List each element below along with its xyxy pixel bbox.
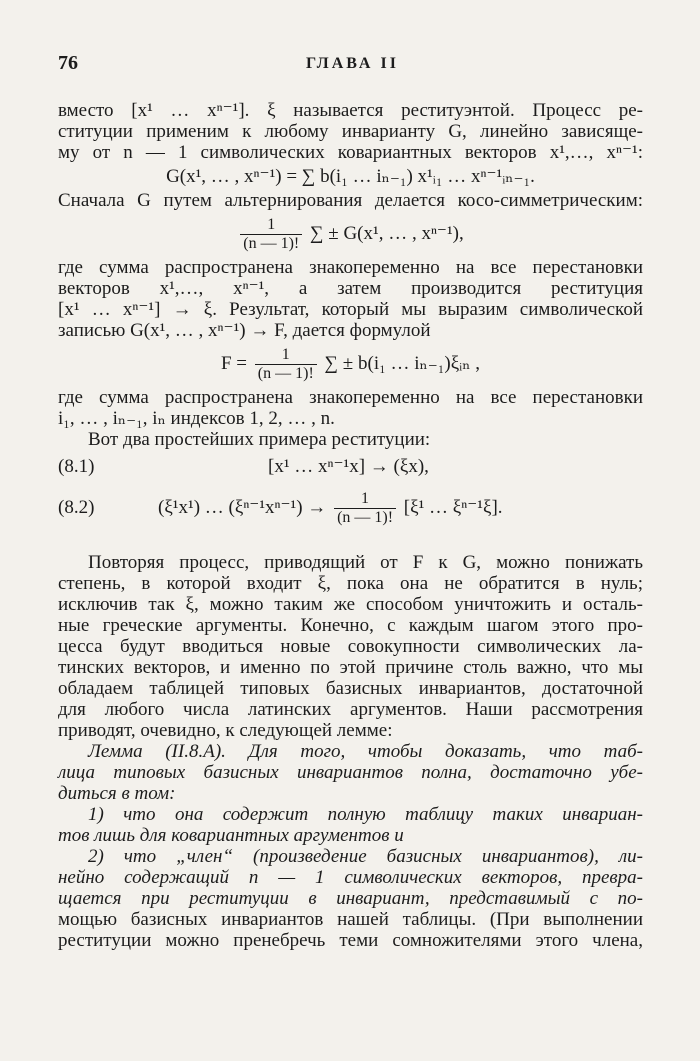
spacer (58, 528, 643, 552)
formula-3-lhs: F = (220, 353, 248, 374)
text-line: Сначала G путем альтернирования делается косо-симметрическим: (58, 190, 643, 211)
text-line: Вот два простейших примера реституции: (88, 429, 431, 450)
text-line: тинских векторов, и именно по этой причине столь важно, что мы (58, 657, 643, 678)
text-line: i₁, … , iₙ₋₁, iₙ индексов 1, 2, … , n. (58, 408, 335, 429)
fraction (255, 346, 317, 383)
lemma-line: диться в том: (58, 783, 176, 804)
text-line: исключив так ξ, можно таким же способом уничтожить и осталь- (58, 594, 643, 615)
fraction (334, 490, 396, 527)
fraction-numerator: 1 (334, 490, 396, 509)
page-number: 76 (58, 52, 78, 74)
text-line: векторов x¹,…, xⁿ⁻¹, а затем производится реституция (58, 278, 643, 299)
fraction-numerator: 1 (255, 346, 317, 365)
lemma-line: тов лишь для ковариантных аргументов и (58, 825, 404, 846)
text-line: му от n — 1 символических ковариантных векторов x¹,…, xⁿ⁻¹: (58, 142, 643, 163)
text-line: [x¹ … xⁿ⁻¹] → ξ. Результат, который мы выразим символической (58, 299, 643, 320)
fraction-numerator: 1 (240, 216, 302, 235)
text-line: степень, в которой входит ξ, пока она не обратится в нуль; (58, 573, 643, 594)
lemma-line: Лемма (II.8.A). Для того, чтобы доказать, что таб- (88, 741, 643, 762)
lemma-line: реституции можно пренебречь теми сомножителями этого члена, (58, 930, 643, 951)
text-line: где сумма распространена знакопеременно на все перестановки (58, 387, 643, 408)
text-line: цесса будут вводиться новые совокупности символических ла- (58, 636, 643, 657)
text-line: записью G(x¹, … , xⁿ⁻¹) → F, дается формулой (58, 320, 431, 341)
formula-2 (58, 214, 643, 254)
equation-rest: [ξ¹ … ξⁿ⁻¹ξ]. (403, 497, 503, 518)
page-header (58, 52, 642, 76)
equation-body: [x¹ … xⁿ⁻¹x] → (ξx), (268, 456, 429, 477)
equation-body (158, 488, 503, 528)
fraction (240, 216, 302, 253)
fraction-denominator: (n — 1)! (337, 509, 394, 527)
lemma-line: мощью базисных инвариантов нашей таблицы. (При выполнении (58, 909, 643, 930)
text-line: где сумма распространена знакопеременно на все перестановки (58, 257, 643, 278)
text-line: приводят, очевидно, к следующей лемме: (58, 720, 393, 741)
equation-number: (8.2) (58, 497, 95, 518)
text-line: вместо [x¹ … xⁿ⁻¹]. ξ называется реституэнтой. Процесс ре- (58, 100, 643, 121)
equation-lhs: (ξ¹x¹) … (ξⁿ⁻¹xⁿ⁻¹) → (158, 497, 327, 518)
lemma-line: щается при реституции в инвариант, представимый с по- (58, 888, 643, 909)
lemma-line: 1) что она содержит полную таблицу таких инвариан- (88, 804, 643, 825)
text-line: для любого числа латинских аргументов. Наши рассмотрения (58, 699, 643, 720)
formula-3-rest: ∑ ± b(i₁ … iₙ₋₁)ξᵢₙ , (324, 353, 480, 374)
text-line: ные греческие аргументы. Конечно, с каждым шагом этого про- (58, 615, 643, 636)
equation-8-1 (58, 456, 643, 482)
text-line: Повторяя процесс, приводящий от F к G, можно понижать (88, 552, 643, 573)
formula-2-rest: ∑ ± G(x¹, … , xⁿ⁻¹), (309, 223, 464, 244)
formula-3 (58, 344, 643, 384)
equation-8-2 (58, 488, 643, 528)
text-line: ституции применим к любому инварианту G, линейно зависяще- (58, 121, 643, 142)
fraction-denominator: (n — 1)! (257, 365, 314, 383)
equation-number: (8.1) (58, 456, 95, 477)
lemma-line: лица типовых базисных инвариантов полна, достаточно убе- (58, 762, 643, 783)
running-head: ГЛАВА II (306, 55, 399, 72)
page-body (58, 100, 643, 951)
lemma-line: нейно содержащий n — 1 символических векторов, превра- (58, 867, 643, 888)
fraction-denominator: (n — 1)! (243, 235, 300, 253)
text-line: обладаем таблицей типовых базисных инвариантов, достаточной (58, 678, 643, 699)
lemma-line: 2) что „член“ (произведение базисных инвариантов), ли- (88, 846, 643, 867)
formula-1: G(x¹, … , xⁿ⁻¹) = ∑ b(i₁ … iₙ₋₁) x¹ᵢ₁ … xⁿ⁻¹ᵢₙ₋₁. (166, 166, 535, 187)
